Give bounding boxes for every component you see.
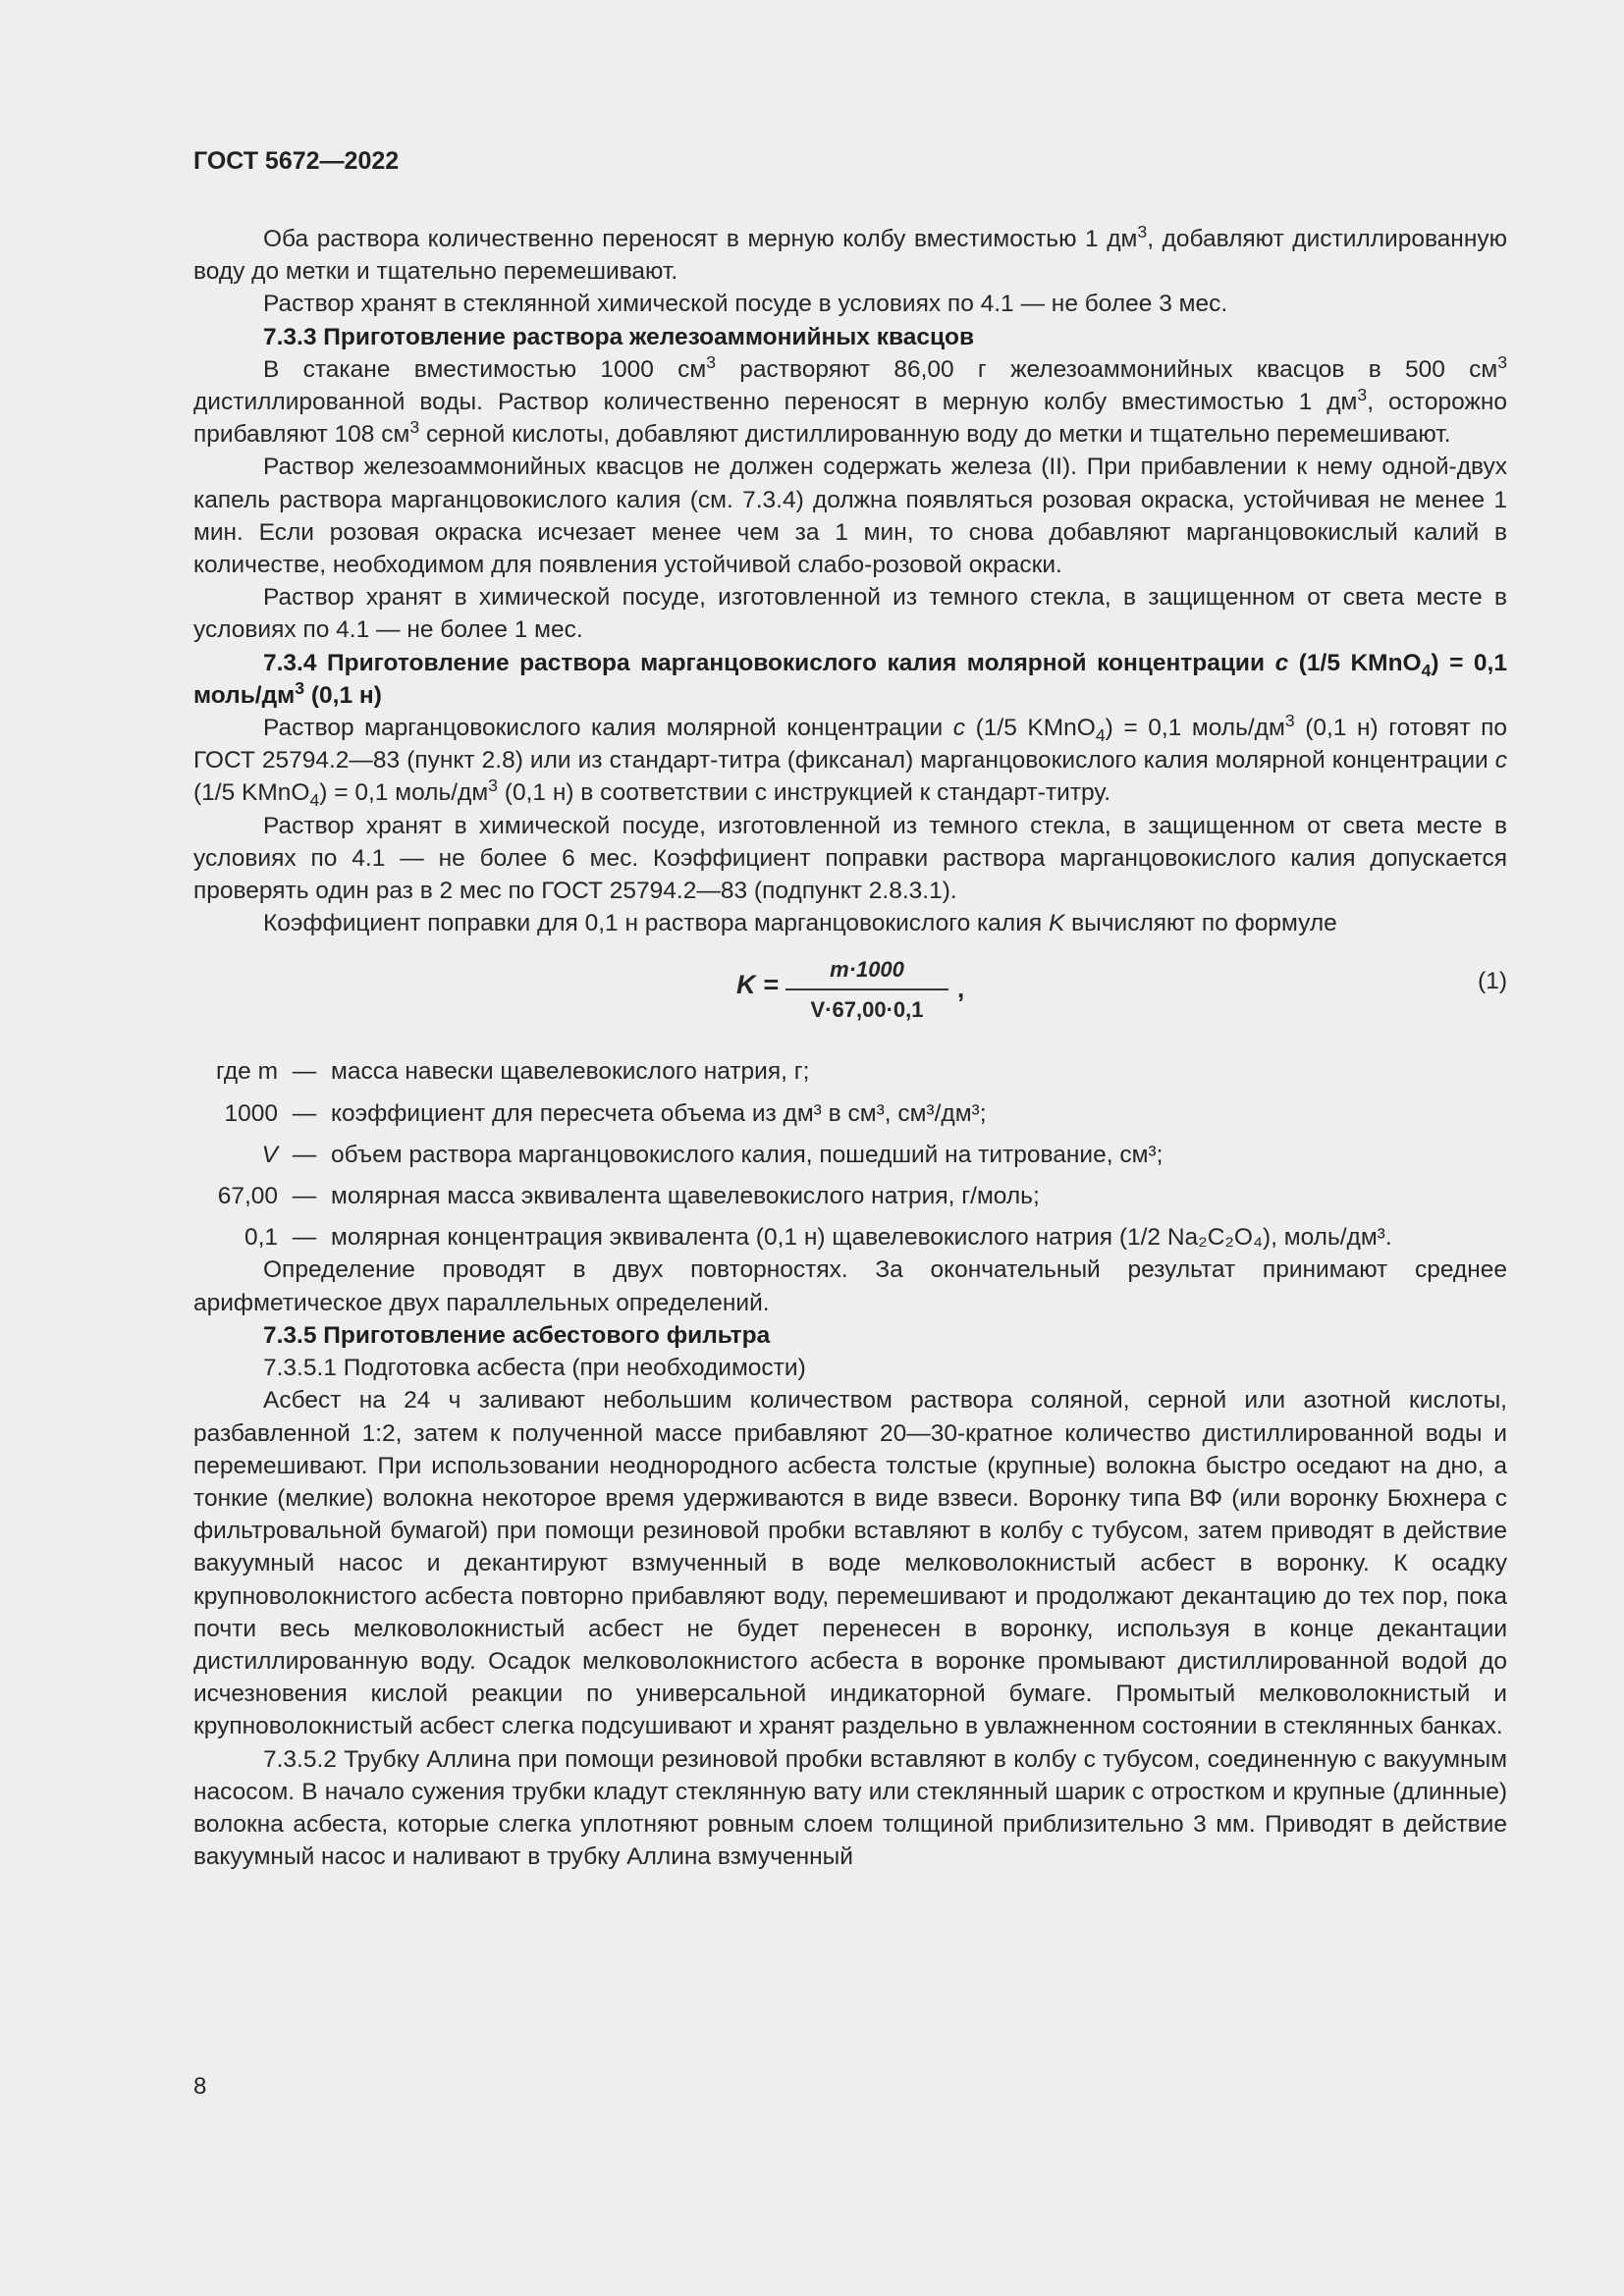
explanation-row: [193, 1055, 1507, 1088]
paragraph: Определение проводят в двух повторностях. За окончательный результат принимают среднее арифметическое двух параллельных определений.: [193, 1256, 1507, 1316]
explanation-dash: —: [292, 1183, 317, 1210]
paragraph: Асбест на 24 ч заливают небольшим количеством раствора соляной, серной или азотной кислоты, разбавленной 1:2, затем к полученной массе прибавляют 20—30-кратное количество дистиллированной воды и перемешивают. При использовании неоднородного асбеста толстые (крупные) волокна быстро оседают на дно, а тонкие (мелкие) волокна некоторое время удерживаются в виде взвеси. Воронку типа ВФ (или воронку Бюхнера с фильтровальной бумагой) при помощи резиновой пробки вставляют в колбу с тубусом, затем приводят в действие вакуумный насос и декантируют взмученный в воде мелковолокнистый асбест в воронку. К осадку крупноволокнистого асбеста повторно прибавляют воду, перемешивают и продолжают декантацию до тех пор, пока почти весь мелковолокнистый асбест не будет перенесен в воронку, используя в конце декантации дистиллированную воду. Осадок мелковолокнистого асбеста в воронке промывают дистиллированной водой до исчезновения кислой реакции по универсальной индикаторной бумаге. Промытый мелковолокнистый и крупноволокнистый асбест слегка подсушивают и хранят раздельно в увлажненном состоянии в стеклянных банках.: [193, 1387, 1507, 1740]
formula-number: (1): [1478, 968, 1507, 995]
explanation-text: коэффициент для пересчета объема из дм³ в см³, см³/дм³;: [331, 1099, 987, 1127]
paragraph: Раствор хранят в стеклянной химической посуде в условиях по 4.1 — не более 3 мес.: [263, 291, 1228, 318]
formula-fraction: [785, 953, 948, 1025]
explanation-text: объем раствора марганцовокислого калия, пошедший на титрование, см³;: [331, 1141, 1164, 1168]
formula-explanation-list: [193, 1055, 1507, 1254]
explanation-symbol: V: [261, 1141, 278, 1168]
page-body: [193, 223, 1507, 1873]
paragraph: Раствор железоаммонийных квасцов не должен содержать железа (II). При прибавлении к нему одной-двух капель раствора марганцовокислого калия (см. 7.3.4) должна появляться розовая окраска, устойчивая не менее 1 мин. Если розовая окраска исчезает менее чем за 1 мин, то снова добавляют марганцовокислый калий в количестве, необходимом для появления устойчивой слабо-розовой окраски.: [193, 454, 1507, 579]
paragraph: В стакане вместимостью 1000 $см^3$ растворяют 86,00 г железоаммонийных квасцов в 500 $см^3$ дистиллированной воды. Раствор количественно переносят в мерную колбу вместимостью 1 $дм^3$, осторожно прибавляют 108 $см^3$ серной кислоты, добавляют дистиллированную воду до метки и тщательно перемешивают.: [193, 351, 1507, 449]
formula-numerator: m·1000: [830, 957, 904, 983]
explanation-symbol: 67,00: [217, 1183, 278, 1210]
explanation-text: масса навески щавелевокислого натрия, г;: [331, 1058, 810, 1086]
explanation-dash: —: [292, 1058, 317, 1086]
explanation-dash: —: [292, 1224, 317, 1252]
explanation-symbol: где m: [216, 1058, 278, 1086]
explanation-text: молярная масса эквивалента щавелевокислого натрия, г/моль;: [331, 1183, 1040, 1210]
explanation-row: [193, 1139, 1507, 1171]
paragraph: Раствор хранят в химической посуде, изготовленной из темного стекла, в защищенном от света месте в условиях по 4.1 — не более 1 мес.: [193, 584, 1507, 644]
explanation-symbol: 0,1: [244, 1224, 278, 1252]
paragraph: Раствор марганцовокислого калия молярной концентрации c (1/5 KMnO$_4$) = 0,1 моль/$дм^3$ (0,1 н) готовят по ГОСТ 25794.2—83 (пункт 2.8) или из стандарт-титра (фиксанал) марганцовокислого калия молярной концентрации c (1/5 KMnO$_4$) = 0,1 моль/$дм^3$ (0,1 н) в соответствии с инструкцией к стандарт-титру.: [193, 710, 1508, 811]
formula-1: [193, 947, 1507, 1043]
explanation-row: [193, 1180, 1507, 1212]
explanation-row: [193, 1221, 1507, 1254]
formula-denominator: V·67,00·0,1: [810, 996, 924, 1022]
paragraph: 7.3.5.2 Трубку Аллина при помощи резиновой пробки вставляют в колбу с тубусом, соединенную с вакуумным насосом. В начало сужения трубки кладут стеклянную вату или стеклянный шарик с отростком и крупные (длинные) волокна асбеста, которые слегка уплотняют ровным слоем толщиной приблизительно 3 мм. Приводят в действие вакуумный насос и наливают в трубку Аллина взмученный: [193, 1745, 1507, 1871]
paragraph: Оба раствора количественно переносят в мерную колбу вместимостью 1 $дм^3$, добавляют дистиллированную воду до метки и тщательно перемешивают.: [193, 221, 1507, 286]
explanation-dash: —: [292, 1099, 317, 1127]
formula-comma: ,: [957, 974, 965, 1004]
page-number: 8: [193, 2073, 207, 2100]
paragraph: Коэффициент поправки для 0,1 н раствора марганцовокислого калия K вычисляют по формуле: [263, 910, 1337, 937]
explanation-symbol: 1000: [224, 1099, 278, 1127]
subsection-heading-7-3-5-1: 7.3.5.1 Подготовка асбеста (при необходимости): [263, 1355, 806, 1382]
explanation-row: [193, 1097, 1507, 1130]
section-heading-7-3-3: 7.3.3 Приготовление раствора железоаммонийных квасцов: [263, 323, 975, 350]
paragraph: Раствор хранят в химической посуде, изготовленной из темного стекла, в защищенном от света месте в условиях по 4.1 — не более 6 мес. Коэффициент поправки раствора марганцовокислого калия допускается проверять один раз в 2 мес по ГОСТ 25794.2—83 (подпункт 2.8.3.1).: [193, 812, 1507, 905]
formula-lhs: K =: [736, 970, 779, 1000]
explanation-text: молярная концентрация эквивалента (0,1 н) щавелевокислого натрия (1/2 Na₂C₂O₄), моль/дм³.: [331, 1224, 1392, 1252]
document-header: ГОСТ 5672—2022: [193, 147, 400, 175]
explanation-dash: —: [292, 1141, 317, 1168]
section-heading-7-3-5: 7.3.5 Приготовление асбестового фильтра: [263, 1321, 771, 1349]
section-heading-7-3-4: 7.3.4 Приготовление раствора марганцовокислого калия молярной концентрации c (1/5 KMnO$_4$) = 0,1 моль/$дм^3$ (0,1 н): [193, 649, 1507, 709]
